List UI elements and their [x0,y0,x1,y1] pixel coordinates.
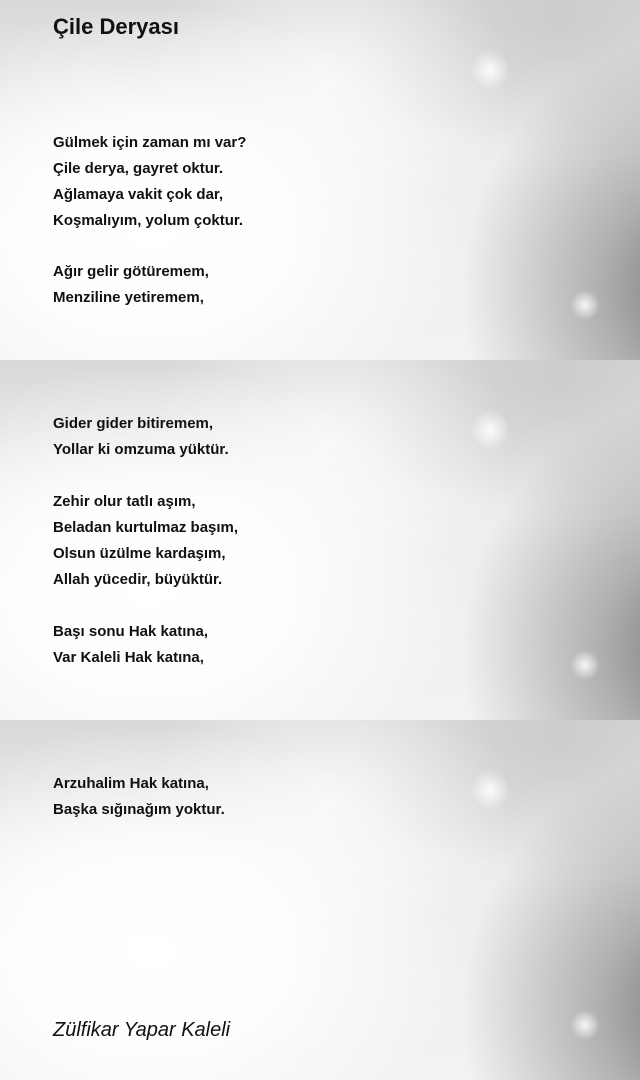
stanza [53,619,208,671]
poem-line: Gülmek için zaman mı var? [53,134,247,151]
stanza [53,489,238,593]
poem-author: Zülfikar Yapar Kaleli [53,1019,231,1041]
poem-line: Olsun üzülme kardaşım, [53,545,226,562]
poem-line: Ağlamaya vakit çok dar, [53,186,224,203]
stanza [53,771,225,823]
poem-panel-3 [0,720,640,1080]
poem-line: Başka sığınağım yoktur. [53,801,225,818]
poem-panel-2 [0,360,640,720]
poem-line: Yollar ki omzuma yüktür. [53,441,229,458]
poem-line: Var Kaleli Hak katına, [53,649,204,666]
poem-line: Zehir olur tatlı aşım, [53,493,196,510]
stanza [53,130,246,234]
stanza [53,259,209,311]
poem-line: Allah yücedir, büyüktür. [53,571,223,588]
poem-line: Ağır gelir götüremem, [53,263,209,280]
poem-panel-1 [0,0,640,360]
poem-title: Çile Deryası [53,14,179,39]
poem-line: Koşmalıyım, yolum çoktur. [53,212,244,229]
poem-line: Menziline yetiremem, [53,289,204,306]
poem-line: Başı sonu Hak katına, [53,623,209,640]
poem-line: Gider gider bitiremem, [53,415,214,432]
poem-line: Arzuhalim Hak katına, [53,775,209,792]
poem-line: Çile derya, gayret oktur. [53,160,224,177]
poem-line: Beladan kurtulmaz başım, [53,519,239,536]
stanza [53,411,229,463]
